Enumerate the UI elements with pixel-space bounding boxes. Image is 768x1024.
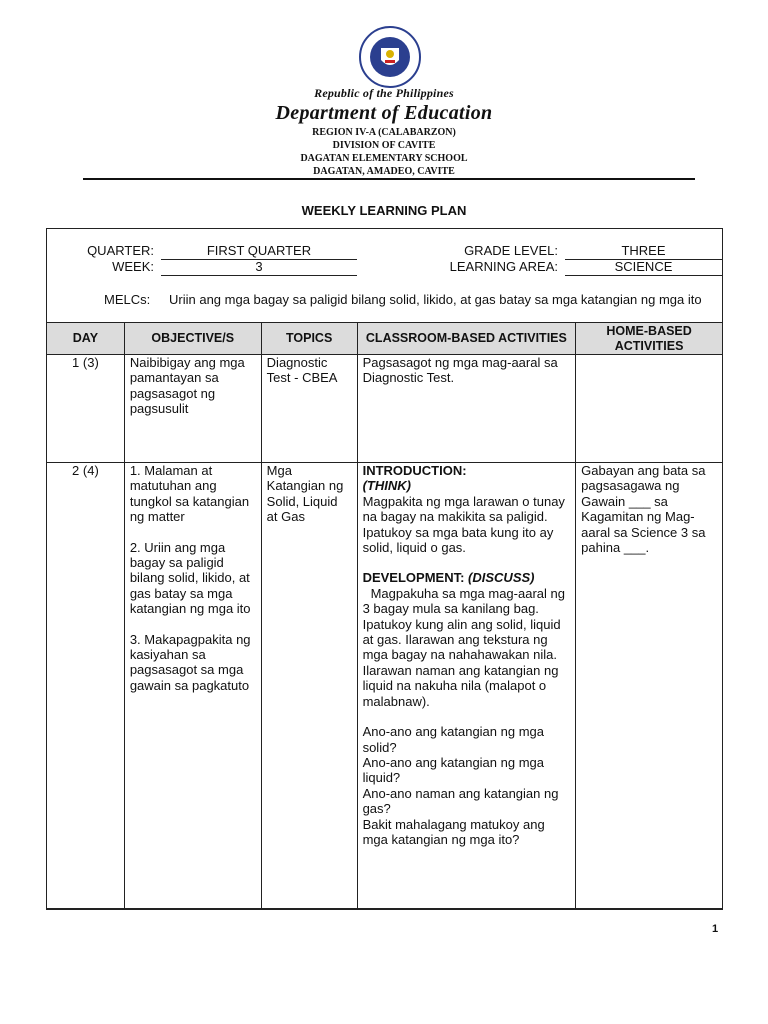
region-line: REGION IV-A (CALABARZON) bbox=[312, 127, 456, 138]
objective-cell: Naibibigay ang mga pamantayan sa pagsasagot ng pagsusulit bbox=[124, 355, 261, 463]
header-day: DAY bbox=[47, 323, 125, 355]
development-heading-line bbox=[363, 570, 571, 585]
classroom-activity-cell: Pagsasagot ng mga mag-aaral sa Diagnostic Test. bbox=[357, 355, 576, 463]
table-row bbox=[47, 355, 723, 463]
header-home-activities: HOME-BASED ACTIVITIES bbox=[576, 323, 723, 355]
department-name: Department of Education bbox=[275, 102, 493, 124]
objective-item: 1. Malaman at matutuhan ang tungkol sa katangian ng matter bbox=[129, 463, 250, 525]
home-activity-cell: Gabayan ang bata sa pagsasagawa ng Gawain ___ sa Kagamitan ng Mag-aaral sa Science 3 sa pahina ___. bbox=[576, 463, 723, 910]
guide-question: Bakit mahalagang matukoy ang mga katangian ng mga ito? bbox=[362, 816, 545, 847]
quarter-label: QUARTER: bbox=[87, 243, 154, 258]
development-heading: DEVELOPMENT: bbox=[362, 570, 465, 586]
objective-item: 3. Makapagpakita ng kasiyahan sa pagsasagot sa mga gawain sa pagkatuto bbox=[129, 631, 251, 693]
header-objectives: OBJECTIVE/S bbox=[124, 323, 261, 355]
melcs-label: MELCs: bbox=[104, 292, 151, 307]
guide-question: Ano-ano ang katangian ng mga solid? bbox=[362, 724, 544, 755]
table-header-row bbox=[47, 323, 723, 355]
learning-plan-table bbox=[46, 322, 723, 910]
introduction-heading: INTRODUCTION: bbox=[362, 463, 467, 478]
classroom-activity-cell bbox=[357, 463, 576, 910]
deped-seal-icon bbox=[359, 26, 421, 88]
page-number: 1 bbox=[712, 923, 719, 935]
school-line: DAGATAN ELEMENTARY SCHOOL bbox=[300, 153, 468, 164]
objective-item: 2. Uriin ang mga bagay sa paligid bilang solid, likido, at gas batay sa mga katangian ng mga ito bbox=[129, 539, 251, 617]
division-line: DIVISION OF CAVITE bbox=[332, 140, 436, 151]
development-text: Magpakuha sa mga mag-aaral ng 3 bagay mula sa kanilang bag. Ipatukoy kung alin ang solid, liquid at gas. Ilarawan ang tekstura ng mga bagay na nahahawakan nila. Ilarawan naman ang katangian ng liquid na nakuha nila (malapot o malabnaw). bbox=[362, 585, 565, 709]
topic-cell: Diagnostic Test - CBEA bbox=[261, 355, 357, 463]
grade-level-value: THREE bbox=[565, 243, 722, 260]
introduction-text: Magpakita ng mga larawan o tunay na bagay na makikita sa paligid. Ipatukoy sa mga bata kung ito ay solid, liquid o gas. bbox=[362, 493, 565, 556]
learning-area-label: LEARNING AREA: bbox=[449, 259, 558, 274]
week-label: WEEK: bbox=[112, 259, 154, 274]
development-subheading: (DISCUSS) bbox=[468, 570, 535, 586]
header-classroom-activities: CLASSROOM-BASED ACTIVITIES bbox=[357, 323, 576, 355]
learning-area-value: SCIENCE bbox=[565, 259, 722, 276]
header-topics: TOPICS bbox=[261, 323, 357, 355]
guide-question: Ano-ano ang katangian ng mga liquid? bbox=[362, 754, 544, 786]
home-activity-cell bbox=[576, 355, 723, 463]
day-cell: 1 (3) bbox=[47, 355, 125, 463]
page-title: WEEKLY LEARNING PLAN bbox=[301, 203, 467, 218]
address-line: DAGATAN, AMADEO, CAVITE bbox=[313, 166, 455, 177]
week-value: 3 bbox=[161, 259, 357, 276]
table-row bbox=[47, 463, 723, 910]
melcs-text: Uriin ang mga bagay sa paligid bilang solid, likido, at gas batay sa mga katangian ng mga ito bbox=[169, 292, 702, 307]
topic-cell: Mga Katangian ng Solid, Liquid at Gas bbox=[261, 463, 357, 910]
quarter-value: FIRST QUARTER bbox=[161, 243, 357, 260]
grade-level-label: GRADE LEVEL: bbox=[464, 243, 558, 258]
day-cell: 2 (4) bbox=[47, 463, 125, 910]
introduction-subheading: (THINK) bbox=[362, 478, 411, 494]
objective-cell bbox=[124, 463, 261, 910]
republic-line: Republic of the Philippines bbox=[314, 86, 454, 100]
header-divider bbox=[83, 178, 695, 180]
guide-question: Ano-ano naman ang katangian ng gas? bbox=[362, 785, 559, 817]
